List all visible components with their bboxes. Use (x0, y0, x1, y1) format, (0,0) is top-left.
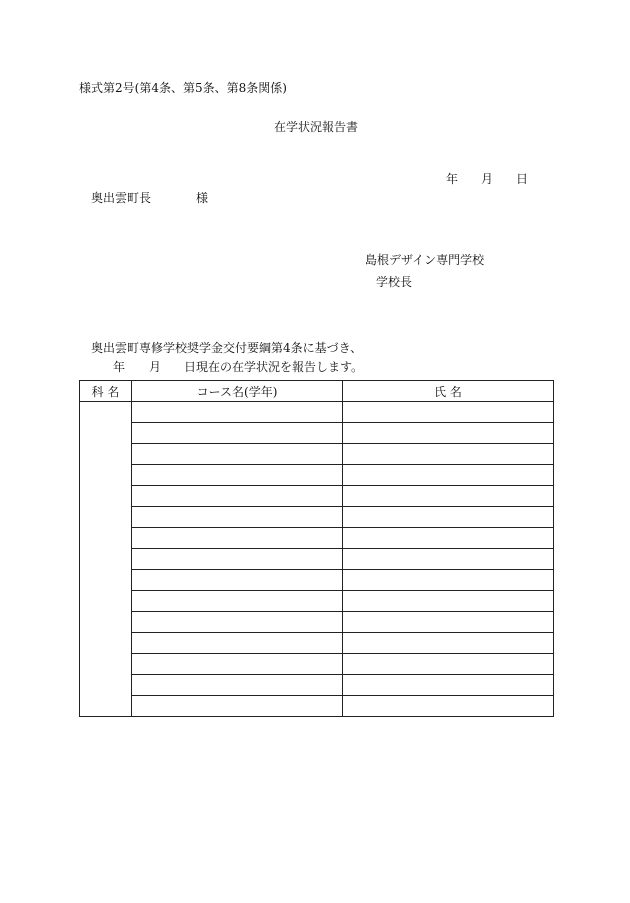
table-row (80, 465, 554, 486)
student-name-cell[interactable] (343, 507, 554, 528)
course-grade-cell[interactable] (132, 675, 343, 696)
table-row (80, 675, 554, 696)
date-year-label: 年 (446, 172, 459, 186)
course-grade-cell[interactable] (132, 633, 343, 654)
header-student-name: 氏 名 (343, 381, 554, 402)
student-name-cell[interactable] (343, 423, 554, 444)
course-grade-cell[interactable] (132, 507, 343, 528)
addressee-name: 奥出雲町長 (91, 191, 152, 205)
student-name-cell[interactable] (343, 591, 554, 612)
table-row (80, 696, 554, 717)
student-name-cell[interactable] (343, 654, 554, 675)
table-row (80, 549, 554, 570)
course-grade-cell[interactable] (132, 612, 343, 633)
course-grade-cell[interactable] (132, 486, 343, 507)
form-number: 様式第2号(第4条、第5条、第8条関係) (79, 81, 287, 95)
table-row (80, 612, 554, 633)
course-grade-cell[interactable] (132, 423, 343, 444)
table-row (80, 633, 554, 654)
course-grade-cell[interactable] (132, 696, 343, 717)
table-row (80, 402, 554, 423)
addressee-honorific: 様 (196, 191, 209, 205)
table-header-row (80, 381, 554, 402)
course-grade-cell[interactable] (132, 402, 343, 423)
document-title: 在学状況報告書 (274, 120, 359, 134)
student-name-cell[interactable] (343, 528, 554, 549)
student-name-cell[interactable] (343, 402, 554, 423)
table-row (80, 591, 554, 612)
student-name-cell[interactable] (343, 633, 554, 654)
course-grade-cell[interactable] (132, 570, 343, 591)
course-grade-cell[interactable] (132, 591, 343, 612)
table-row (80, 486, 554, 507)
table-row (80, 654, 554, 675)
body-text-line1: 奥出雲町専修学校奨学金交付要綱第4条に基づき、 (91, 341, 363, 355)
student-name-cell[interactable] (343, 444, 554, 465)
student-name-cell[interactable] (343, 486, 554, 507)
enrollment-table (79, 380, 554, 717)
header-course-grade: コース名(学年) (132, 381, 343, 402)
table-row (80, 528, 554, 549)
table-row (80, 423, 554, 444)
body-month-label: 月 (149, 360, 162, 374)
student-name-cell[interactable] (343, 696, 554, 717)
table-row (80, 507, 554, 528)
date-day-label: 日 (516, 172, 529, 186)
course-grade-cell[interactable] (132, 654, 343, 675)
principal-title: 学校長 (376, 275, 413, 289)
student-name-cell[interactable] (343, 570, 554, 591)
course-grade-cell[interactable] (132, 528, 343, 549)
student-name-cell[interactable] (343, 465, 554, 486)
student-name-cell[interactable] (343, 675, 554, 696)
school-name: 島根デザイン専門学校 (365, 253, 485, 267)
student-name-cell[interactable] (343, 549, 554, 570)
course-grade-cell[interactable] (132, 444, 343, 465)
date-month-label: 月 (481, 172, 494, 186)
body-text-line2: 日現在の在学状況を報告します。 (184, 360, 364, 374)
body-year-label: 年 (113, 360, 126, 374)
header-department: 科 名 (80, 381, 132, 402)
table-row (80, 570, 554, 591)
student-name-cell[interactable] (343, 612, 554, 633)
course-grade-cell[interactable] (132, 549, 343, 570)
department-cell[interactable] (80, 402, 132, 717)
course-grade-cell[interactable] (132, 465, 343, 486)
table-row (80, 444, 554, 465)
